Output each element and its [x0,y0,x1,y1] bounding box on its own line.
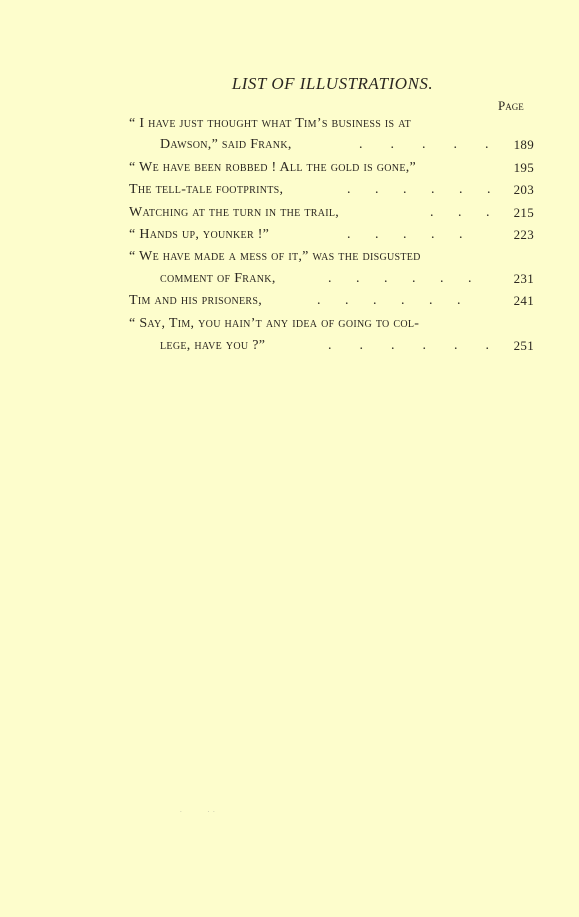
entry-7-page: 241 [513,293,534,308]
entry-6-text-1: “ We have made a mess of it,” was the disgusted [129,249,421,264]
entry-8-page: 251 [513,338,534,353]
entry-8-text-2: lege, have you ?” [160,338,266,353]
page-column-label: Page [498,98,524,113]
entry-4-text-1: Watching at the turn in the trail, [129,205,340,220]
entry-6-leader: . . . . . . [328,271,472,286]
entry-5-page: 223 [513,227,534,242]
entry-7-leader: . . . . . . [317,293,461,308]
entry-4-leader: . . . [430,205,490,220]
entry-5-leader: . . . . . [347,227,463,242]
entry-8-leader: . . . . . . [328,338,489,353]
entry-6-page: 231 [513,271,534,286]
entry-5-text-1: “ Hands up, younker !” [129,227,270,242]
entry-4-page: 215 [513,205,534,220]
entry-3-leader: . . . . . . [347,182,491,197]
entry-3-page: 203 [513,182,534,197]
page-title: LIST OF ILLUSTRATIONS. [231,74,434,93]
entry-6-text-2: comment of Frank, [160,271,276,286]
entry-8-text-1: “ Say, Tim, you hain’t any idea of going to col- [129,316,420,331]
entry-1-text-2: Dawson,” said Frank, [160,137,292,152]
entry-3-text-1: The tell-tale footprints, [129,182,284,197]
entry-1-leader: . . . . . [359,137,489,152]
entry-2-page: 195 [513,160,534,175]
entry-1-text-1: “ I have just thought what Tim’s business is at [129,116,412,131]
entry-2-text-1: “ We have been robbed ! All the gold is gone,” [129,160,417,175]
entry-7-text-1: Tim and his prisoners, [129,293,263,308]
entry-1-page: 189 [513,137,534,152]
paper-speck-marks: . . . [180,806,216,814]
